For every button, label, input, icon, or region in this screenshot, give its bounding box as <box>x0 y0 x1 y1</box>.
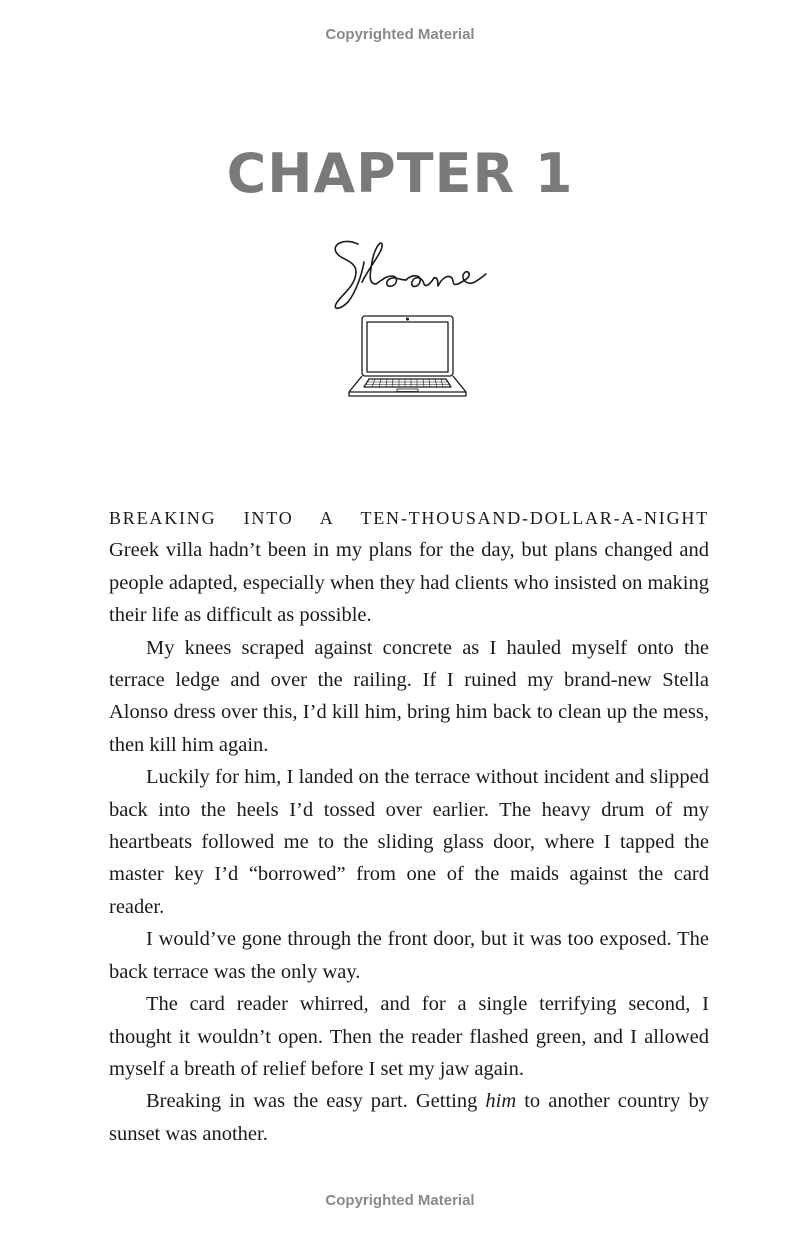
paragraph-6 <box>109 1085 709 1150</box>
paragraph-4: I would’ve gone through the front door, but it was too exposed. The back terrace was the only way. <box>109 928 709 983</box>
opening-line: BREAKING INTO A TEN-THOUSAND-DOLLAR-A-NIGHT <box>109 508 709 528</box>
pov-name-signature <box>326 232 496 312</box>
emphasis-him: him <box>485 1090 517 1113</box>
paragraph-2: My knees scraped against concrete as I hauled myself onto the terrace ledge and over the railing. If I ruined my brand-new Stella Alonso dress over this, I’d kill him, bring him back to clean up the mess, then kill him again. <box>109 636 709 756</box>
chapter-body <box>109 502 709 1150</box>
paragraph-1 <box>109 502 709 632</box>
paragraph-5: The card reader whirred, and for a single terrifying second, I thought it wouldn’t open. Then the reader flashed green, and I allowed myself a breath of relief before I set my jaw again. <box>109 993 709 1080</box>
copyright-watermark-bottom: Copyrighted Material <box>325 1192 475 1209</box>
paragraph-3: Luckily for him, I landed on the terrace without incident and slipped back into the heels I’d tossed over earlier. The heavy drum of my heartbeats followed me to the sliding glass door, where I tapped the master key I’d “borrowed” from one of the maids against the card reader. <box>109 766 709 918</box>
copyright-watermark-top: Copyrighted Material <box>325 26 475 43</box>
paragraph-7-start: Breaking in was the easy part. Getting <box>146 1090 486 1113</box>
chapter-title: CHAPTER 1 <box>226 142 574 205</box>
laptop-icon <box>345 312 470 402</box>
paragraph-1-text: Greek villa hadn’t been in my plans for the day, but plans changed and people adapted, especially when they had clients who insisted on making their life as difficult as possible. <box>109 539 709 627</box>
paragraph-7-end: to another country by sunset was another. <box>109 1090 709 1145</box>
